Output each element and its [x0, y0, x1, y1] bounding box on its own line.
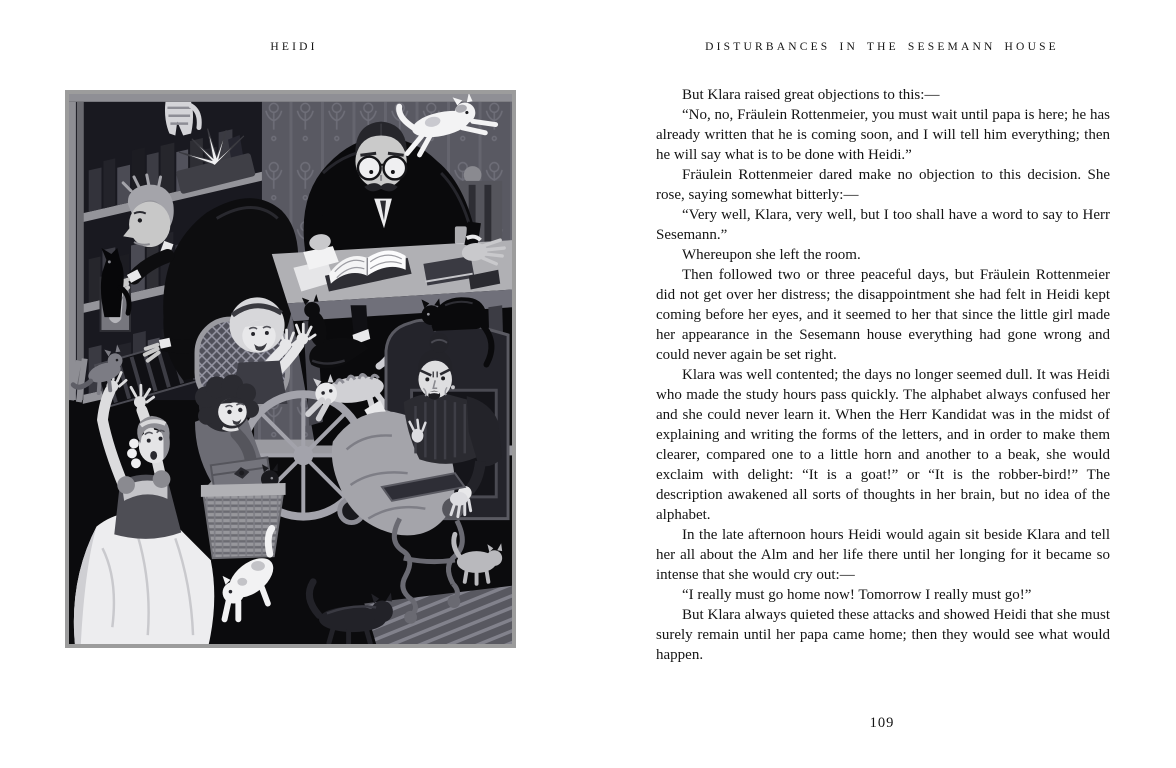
- kitten-basket: [201, 457, 286, 558]
- right-page: [588, 0, 1176, 768]
- paragraph: “No, no, Fräulein Rottenmeier, you must wait until papa is here; he has already written that he is coming soon, and I will tell him everything; then he will say what is to be done with Heidi.”: [656, 107, 1110, 163]
- paragraph: But Klara always quieted these attacks and showed Heidi that she must surely remain until her papa came home; then they would see what would happen.: [656, 607, 1110, 663]
- paragraph: Klara was well contented; the days no longer seemed dull. It was Heidi who made the study hours pass quickly. The alphabet always confused her and she could never learn it. When the Herr Kandidat was in the midst of explaining and writing the forms of the letters, and in order to make them clearer, compared one to a little horn and another to a beak, she would exclaim with delight: “It is a goat!” or “It is the robber-bird!” The description awakened all sorts of thoughts in her brain, but no idea of the alphabet.: [656, 367, 1110, 523]
- running-head-right: DISTURBANCES IN THE SESEMANN HOUSE: [705, 41, 1059, 53]
- paragraph: Then followed two or three peaceful days, but Fräulein Rottenmeier did not get over her distress; the disappointment she had felt in Heidi kept coming before her eyes, and it seemed to her that since the little girl made her appearance in the Sesemann house everything had gone wrong and could never again be set right.: [656, 267, 1110, 363]
- page-number: 109: [869, 715, 895, 731]
- illustration: [69, 94, 512, 644]
- running-head-left: HEIDI: [270, 41, 318, 53]
- illustration-frame: [65, 90, 516, 648]
- body-text: [656, 85, 1110, 665]
- paragraph: Whereupon she left the room.: [682, 247, 861, 263]
- paragraph: “I really must go home now! Tomorrow I really must go!”: [682, 587, 1032, 603]
- paragraph: “Very well, Klara, very well, but I too shall have a word to say to Herr Sesemann.”: [656, 207, 1110, 243]
- paragraph: In the late afternoon hours Heidi would again sit beside Klara and tell her all about the Alm and her life there until her longing for it became so intense that she would cry out:—: [656, 527, 1110, 583]
- paragraph: Fräulein Rottenmeier dared make no objection to this decision. She rose, saying somewhat bitterly:—: [656, 167, 1110, 203]
- cornice: [69, 94, 512, 102]
- paragraph: But Klara raised great objections to this:—: [682, 87, 940, 103]
